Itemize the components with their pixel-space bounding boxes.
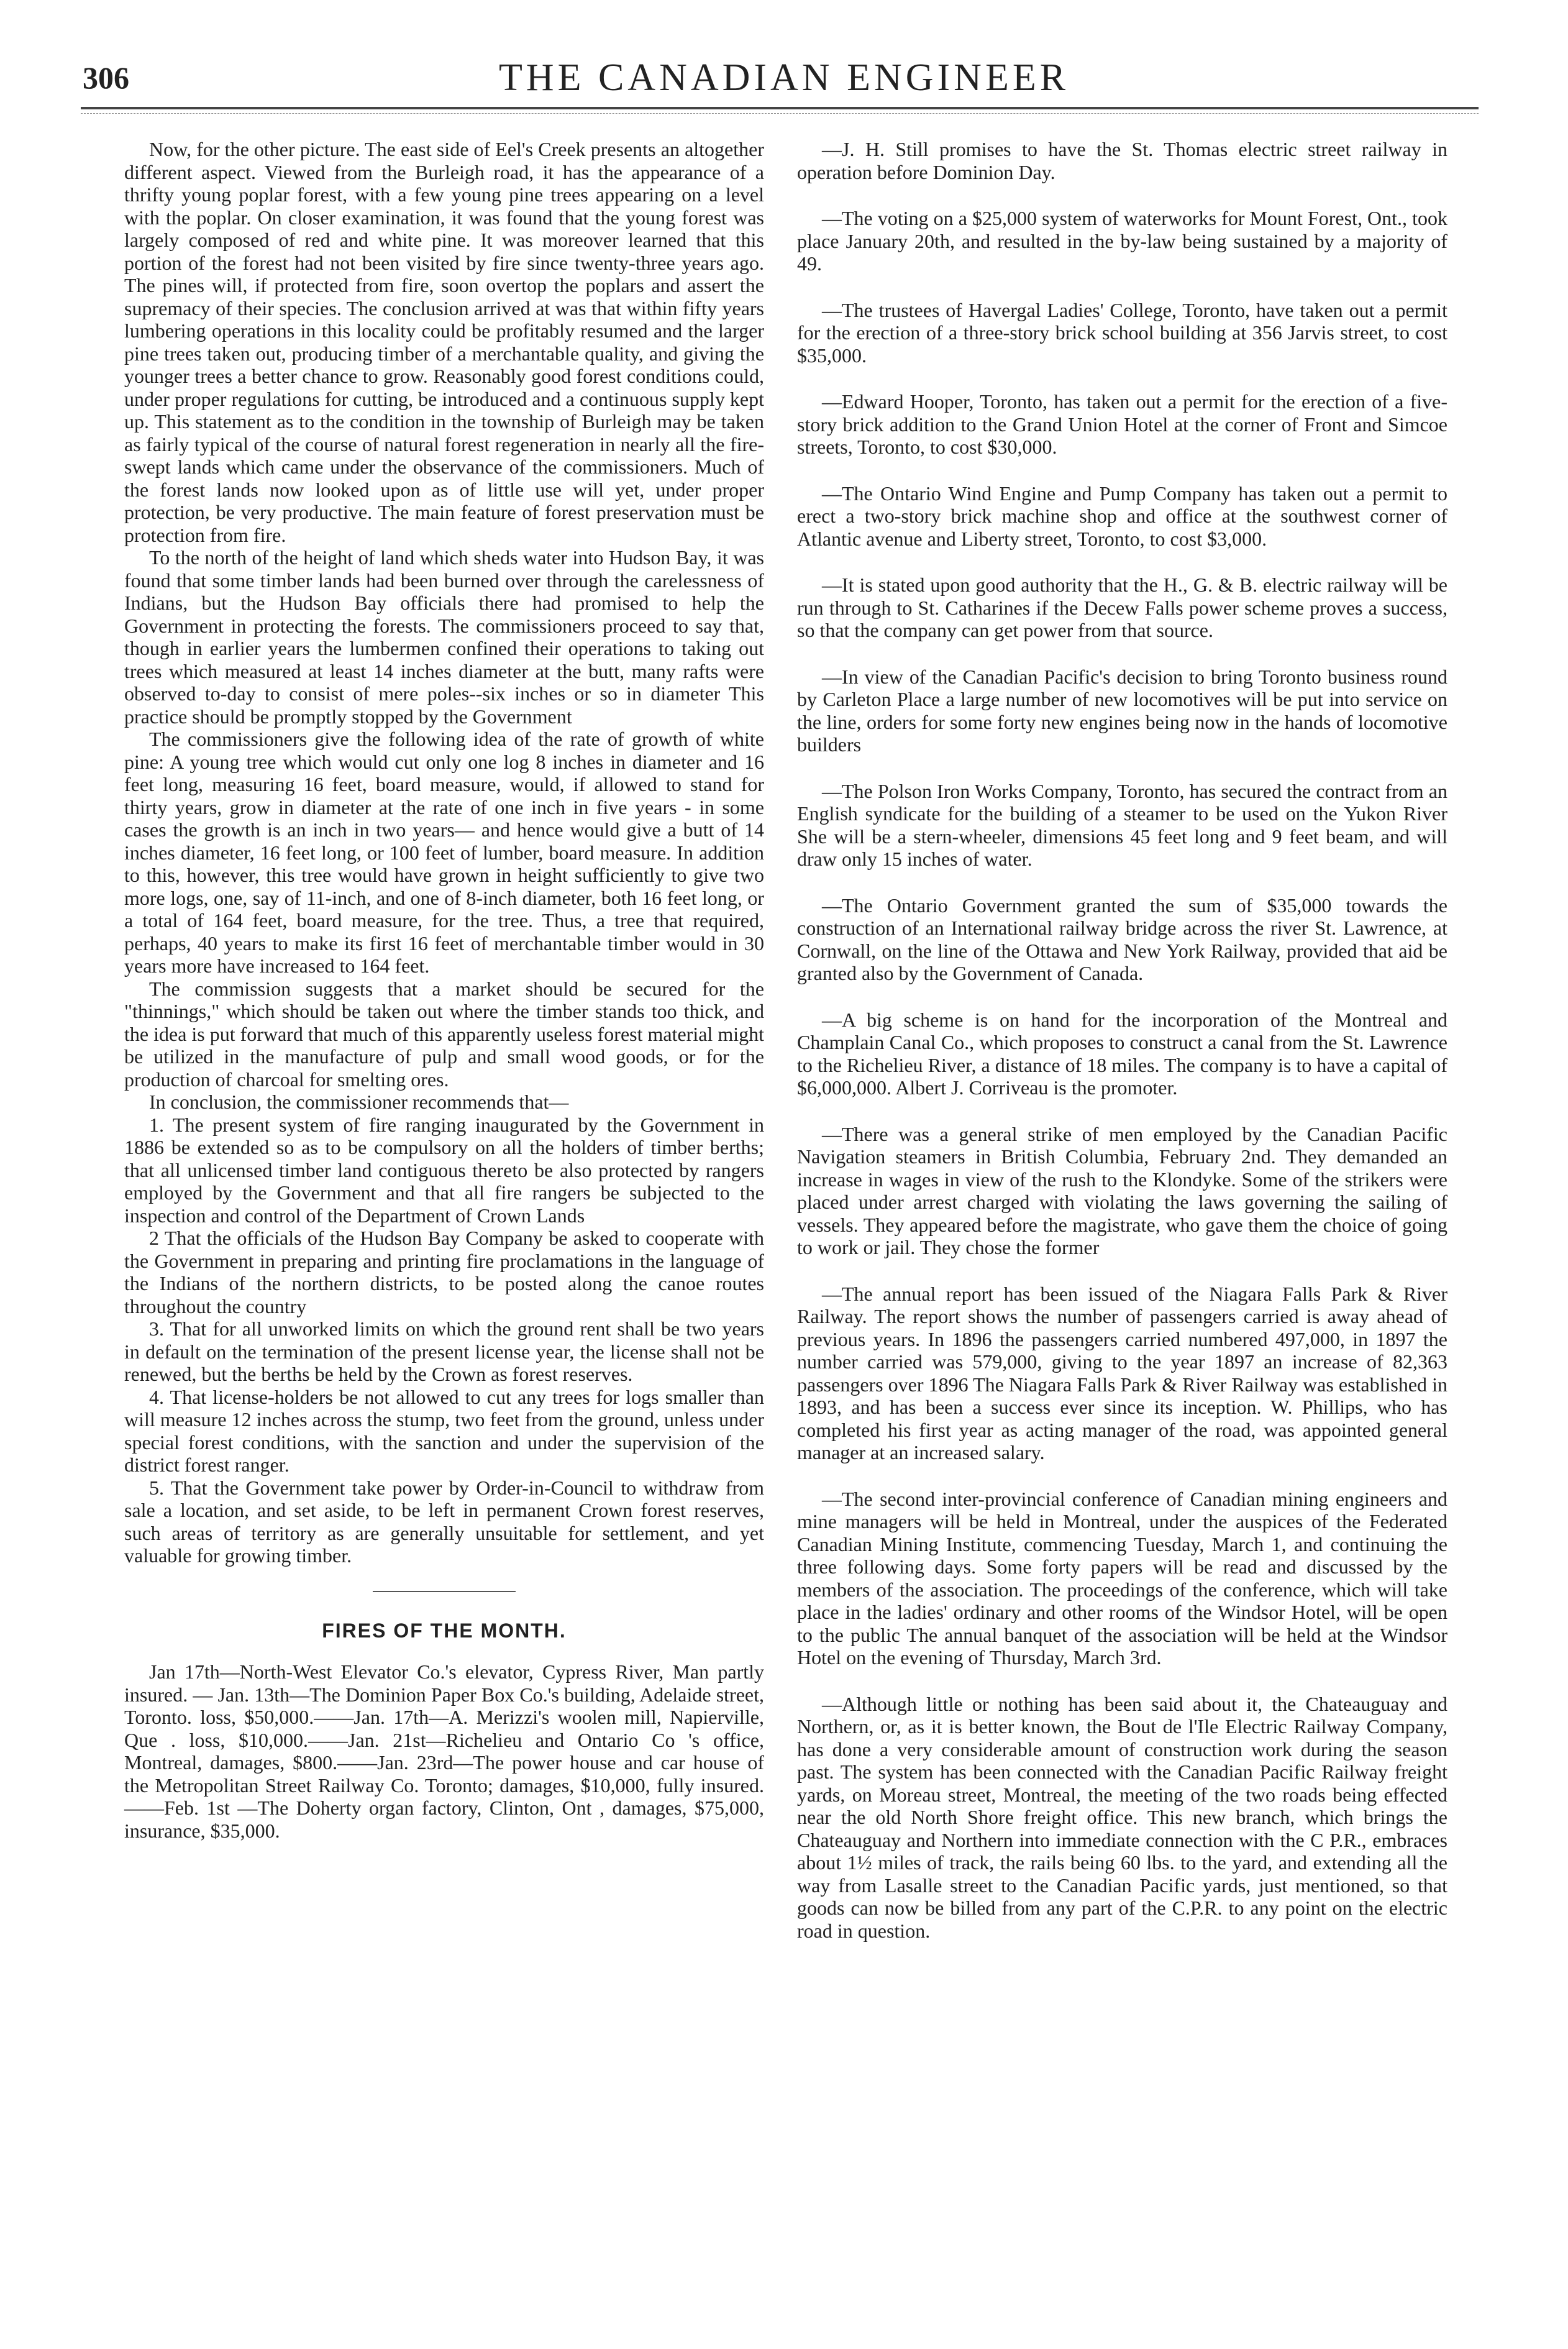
publication-title: THE CANADIAN ENGINEER [498, 57, 1070, 99]
news-item: —The trustees of Havergal Ladies' College, Toronto, have taken out a permit for the erection of a three-story brick school building at 356 Jarvis street, to cost $35,000. [797, 298, 1447, 367]
right-column [797, 138, 1447, 1966]
paragraph: Now, for the other picture. The east side of Eel's Creek presents an altogether different aspect. Viewed from the Burleigh road, it has the appearance of a thrifty young poplar forest, with a few young pine trees appearing on a level with the poplar. On closer examination, it was found that the young forest was largely composed of red and white pine. It was moreover learned that this portion of the forest had not been visited by fire since twenty-three years ago. The pines will, if protected from fire, soon overtop the poplars and assert the supremacy of their species. The conclusion arrived at was that within fifty years lumbering operations in this locality could be profitably resumed and the larger pine trees taken out, producing timber of a merchantable quality, and giving the younger trees a better chance to grow. Reasonably good forest conditions could, under proper regulations for cutting, be introduced and a continuous supply kept up. This statement as to the condition in the township of Burleigh may be taken as fairly typical of the course of natural forest regeneration in nearly all the fire-swept lands which came under the observance of the commissioners. Much of the forest lands now looked upon as of little use will yet, under proper protection, be very productive. The main feature of forest preservation must be protection from fire. [124, 138, 764, 546]
recommendation-item: 5. That the Government take power by Order-in-Council to withdraw from sale a location, and set aside, to be left in permanent Crown forest reserves, such areas of territory as are generally unsuitable for settlement, and yet valuable for growing timber. [124, 1476, 764, 1567]
news-item: —In view of the Canadian Pacific's decision to bring Toronto business round by Carleton Place a large number of new locomotives will be put into service on the line, orders for some forty new engines being now in the hands of locomotive builders [797, 665, 1447, 756]
news-item: —A big scheme is on hand for the incorporation of the Montreal and Champlain Canal Co., which proposes to construct a canal from the St. Lawrence to the Richelieu River, a distance of 18 miles. The company is to have a capital of $6,000,000. Albert J. Corriveau is the promoter. [797, 1008, 1447, 1099]
recommendation-item: 4. That license-holders be not allowed to cut any trees for logs smaller than will measure 12 inches across the stump, two feet from the ground, unless under special forest conditions, with the sanction and under the supervision of the district forest ranger. [124, 1385, 764, 1476]
header-rule [81, 107, 1479, 109]
paragraph: In conclusion, the commissioner recommends that— [149, 1091, 569, 1113]
news-item: —The voting on a $25,000 system of waterworks for Mount Forest, Ont., took place January 20th, and resulted in the by-law being sustained by a majority of 49. [797, 207, 1447, 275]
fires-text: Jan 17th—North-West Elevator Co.'s elevator, Cypress River, Man partly insured. — Jan. 13th—The Dominion Paper Box Co.'s building, Adelaide street, Toronto. loss, $50,000.——Jan. 17th—A. Merizzi's woolen mill, Napierville, Que . loss, $10,000.——Jan. 21st—Richelieu and Ontario Co 's office, Montreal, damages, $800.——Jan. 23rd—The power house and car house of the Metropolitan Street Railway Co. Toronto; damages, $10,000, fully insured.——Feb. 1st —The Doherty organ factory, Clinton, Ont , damages, $75,000, insurance, $35,000. [124, 1660, 764, 1842]
header-rule-dashed [81, 113, 1479, 114]
news-item: —The Ontario Wind Engine and Pump Company has taken out a permit to erect a two-story brick machine shop and office at the southwest corner of Atlantic avenue and Liberty street, Toronto, to cost $3,000. [797, 482, 1447, 550]
news-item: —The annual report has been issued of the Niagara Falls Park & River Railway. The report shows the number of passengers carried is away ahead of previous years. In 1896 the passengers carried numbered 497,000, in 1897 the number carried was 579,000, giving to the year 1897 an increase of 82,363 passengers over 1896 The Niagara Falls Park & River Railway was established in 1893, and has been a success ever since its inception. W. Phillips, who has completed his first year as acting manager of the road, was appointed general manager at an increased salary. [797, 1282, 1447, 1463]
news-item: —Although little or nothing has been said about it, the Chateauguay and Northern, or, as it is better known, the Bout de l'Ile Electric Railway Company, has done a very considerable amount of construction work during the season past. The system has been connected with the Canadian Pacific Railway freight yards, on Moreau street, Montreal, the meeting of the two roads being effected near the old North Shore freight office. This new branch, which brings the Chateauguay and Northern into immediate connection with the C P.R., embraces about 1½ miles of track, the rails being 60 lbs. to the yard, and extending all the way from Lasalle street to the Canadian Pacific yards, just mentioned, so that goods can now be billed from any part of the C.P.R. to any point on the electric road in question. [797, 1692, 1447, 1942]
page-number: 306 [83, 60, 129, 95]
news-item: —Edward Hooper, Toronto, has taken out a permit for the erection of a five-story brick addition to the Grand Union Hotel at the corner of Front and Simcoe streets, Toronto, to cost $30,000. [797, 390, 1447, 458]
news-item: —The Polson Iron Works Company, Toronto, has secured the contract from an English syndicate for the building of a steamer to be used on the Yukon River She will be a stern-wheeler, dimensions 45 feet long and 9 feet beam, and will draw only 15 inches of water. [797, 779, 1447, 870]
section-heading-fires: FIRES OF THE MONTH. [322, 1619, 567, 1642]
news-item: —It is stated upon good authority that the H., G. & B. electric railway will be run through to St. Catharines if the Decew Falls power scheme proves a success, so that the company can get power from that source. [797, 574, 1447, 641]
news-item: —The Ontario Government granted the sum of $35,000 towards the construction of an International railway bridge across the river St. Lawrence, at Cornwall, on the line of the Ottawa and New York Railway, provided that aid be granted also by the Government of Canada. [797, 894, 1447, 984]
news-item: —There was a general strike of men employed by the Canadian Pacific Navigation steamers in British Columbia, February 2nd. They demanded an increase in wages in view of the rush to the Klondyke. Some of the strikers were placed under arrest charged with violating the laws governing the sailing of vessels. They appeared before the magistrate, who gave them the choice of going to work or jail. They chose the former [797, 1122, 1447, 1258]
paragraph: To the north of the height of land which sheds water into Hudson Bay, it was found that some timber lands had been burned over through the carelessness of Indians, but the Hudson Bay officials there had promised to help the Government in protecting the forests. The commissioners proceed to say that, though in earlier years the lumbermen confined their operations to taking out trees which measured at least 14 inches diameter at the butt, many rafts were observed to-day to consist of mere poles--six inches or so in diameter This practice should be promptly stopped by the Government [124, 546, 764, 728]
paragraph: The commission suggests that a market should be secured for the "thinnings," which should be taken out where the timber stands too thick, and the idea is put forward that much of this apparently useless forest material might be utilized in the manufacture of pulp and small wood goods, or for the production of charcoal for smelting ores. [124, 977, 764, 1091]
recommendation-item: 3. That for all unworked limits on which the ground rent shall be two years in default on the termination of the present license year, the license shall not be renewed, but the berths be held by the Crown as forest reserves. [124, 1317, 764, 1385]
recommendation-item: 1. The present system of fire ranging inaugurated by the Government in 1886 be extended so as to be compulsory on all the holders of timber berths; that all unlicensed timber land contiguous thereto be also protected by rangers employed by the Government and that all fire rangers be subjected to the inspection and control of the Department of Crown Lands [124, 1113, 764, 1227]
recommendation-item: 2 That the officials of the Hudson Bay Company be asked to cooperate with the Government in preparing and printing fire proclamations in the language of the Indians of the northern districts, to be posted along the canoe routes throughout the country [124, 1227, 764, 1317]
paragraph: The commissioners give the following idea of the rate of growth of white pine: A young tree which would cut only one log 8 inches in diameter and 16 feet long, measuring 16 feet, board measure, would, if allowed to stand for thirty years, grow in diameter at the rate of one inch in five years - in some cases the growth is an inch in two years— and hence would give a butt of 14 inches diameter, 16 feet long, or 100 feet of lumber, board measure. In addition to this, however, this tree would have grown in height sufficiently to give two more logs, one, say of 11-inch, and one of 8-inch diameter, both 16 feet long, or a total of 164 feet, board measure, for the tree. Thus, a tree that required, perhaps, 40 years to make its first 16 feet of merchantable timber would in 30 years more have increased to 164 feet. [124, 728, 764, 977]
section-divider [373, 1591, 516, 1592]
left-column [124, 138, 764, 1842]
news-item: —The second inter-provincial conference of Canadian mining engineers and mine managers will be held in Montreal, under the auspices of the Federated Canadian Mining Institute, commencing Tuesday, March 1, and continuing the three following days. Some forty papers will be read and discussed by the members of the association. The proceedings of the conference, which will take place in the ladies' ordinary and other rooms of the Windsor Hotel, will be open to the public The annual banquet of the association will be held at the Windsor Hotel on the evening of Thursday, March 3rd. [797, 1487, 1447, 1669]
news-item: —J. H. Still promises to have the St. Thomas electric street railway in operation before Dominion Day. [797, 138, 1447, 183]
